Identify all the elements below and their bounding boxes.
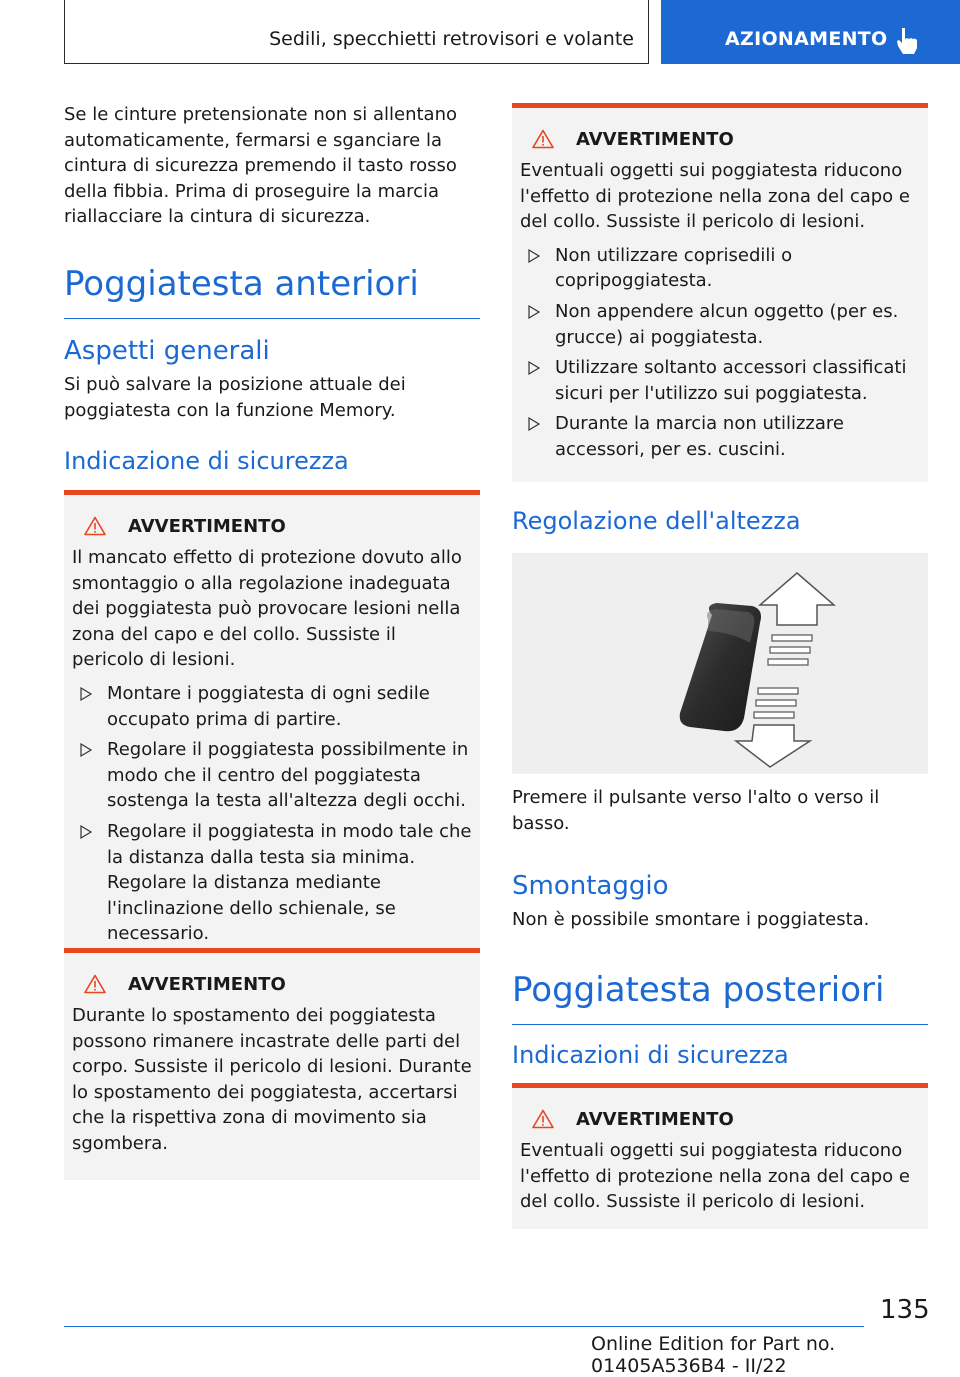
heading-rule bbox=[64, 318, 480, 319]
warning-box-2 bbox=[64, 948, 480, 1180]
triangle-bullet-icon bbox=[528, 361, 540, 375]
triangle-bullet-icon bbox=[528, 305, 540, 319]
heading-rule bbox=[512, 1024, 928, 1025]
removal-paragraph: Non è possibile smontare i poggiatesta. bbox=[512, 909, 870, 930]
section-removal bbox=[512, 871, 928, 933]
section-height-adjust bbox=[512, 506, 928, 536]
warning-box-3 bbox=[512, 103, 928, 482]
triangle-bullet-icon bbox=[80, 743, 92, 757]
section-safety bbox=[64, 446, 480, 476]
list-item: Montare i poggiatesta di ogni sedile occupato prima di partire. bbox=[72, 681, 472, 732]
warning-triangle-icon bbox=[532, 129, 554, 149]
warning-title: AVVERTIMENTO bbox=[576, 1108, 734, 1130]
warning-title-row bbox=[72, 511, 472, 541]
heading-height-adjustment: Regolazione dell'altezza bbox=[512, 507, 801, 535]
list-item: Utilizzare soltanto accessori classificati sicuri per l'utilizzo sui poggiatesta. bbox=[520, 355, 920, 406]
header-chapter-title: AZIONAMENTO bbox=[725, 28, 888, 50]
list-item: Regolare il poggiatesta in modo tale che la distanza dalla testa sia minima. Regolare la distanza mediante l'inclinazione dello schienale, se necessario. bbox=[72, 819, 472, 947]
warning-title-row bbox=[72, 969, 472, 999]
heading-rear-headrests: Poggiatesta posteriori bbox=[512, 970, 885, 1010]
warning-body: Durante lo spostamento dei poggiatesta possono rimanere incastrate delle parti del corpo. Sussiste il pericolo di lesioni. Durante lo spostamento dei poggiatesta, accertarsi che la rispettiva zona di movimento sia sgombera. bbox=[72, 1005, 472, 1154]
triangle-bullet-icon bbox=[528, 417, 540, 431]
header-section-title: Sedili, specchietti retrovisori e volante bbox=[269, 28, 634, 50]
pointing-hand-icon bbox=[894, 26, 922, 56]
list-item: Durante la marcia non utilizzare accessori, per es. cuscini. bbox=[520, 411, 920, 462]
warning-list bbox=[72, 681, 472, 947]
section-front-headrests bbox=[64, 264, 480, 319]
warning-title: AVVERTIMENTO bbox=[576, 128, 734, 150]
heading-removal: Smontaggio bbox=[512, 871, 669, 901]
page-number: 135 bbox=[880, 1295, 930, 1325]
headrest-switch-image bbox=[512, 553, 928, 774]
heading-safety-note: Indicazione di sicurezza bbox=[64, 447, 349, 475]
warning-title-row bbox=[520, 124, 920, 154]
left-column bbox=[64, 102, 480, 230]
warning-title: AVVERTIMENTO bbox=[128, 515, 286, 537]
general-paragraph: Si può salvare la posizione attuale dei poggiatesta con la funzione Memory. bbox=[64, 374, 406, 421]
section-rear-headrests bbox=[512, 970, 928, 1025]
list-item: Non appendere alcun oggetto (per es. grucce) ai poggiatesta. bbox=[520, 299, 920, 350]
headrest-button-illustration bbox=[512, 553, 928, 774]
heading-front-headrests: Poggiatesta anteriori bbox=[64, 264, 419, 304]
list-item: Regolare il poggiatesta possibilmente in modo che il centro del poggiatesta sostenga la testa all'altezza degli occhi. bbox=[72, 737, 472, 814]
warning-body: Il mancato effetto di protezione dovuto allo smontaggio o alla regolazione inadeguata dei poggiatesta può provocare lesioni nella zona del capo e del collo. Sussiste il pericolo di lesioni. bbox=[72, 547, 462, 671]
list-item: Non utilizzare coprisedili o copripoggiatesta. bbox=[520, 243, 920, 294]
warning-box-4 bbox=[512, 1083, 928, 1229]
warning-box-1 bbox=[64, 490, 480, 966]
footer-edition: Online Edition for Part no. 01405A536B4 - II/22 bbox=[591, 1333, 836, 1377]
section-general bbox=[64, 336, 480, 423]
triangle-bullet-icon bbox=[528, 249, 540, 263]
warning-title-row bbox=[520, 1104, 920, 1134]
warning-title: AVVERTIMENTO bbox=[128, 973, 286, 995]
footer-rule bbox=[64, 1326, 864, 1327]
warning-triangle-icon bbox=[84, 516, 106, 536]
heading-general-aspects: Aspetti generali bbox=[64, 336, 270, 366]
warning-list bbox=[520, 243, 920, 463]
warning-triangle-icon bbox=[84, 974, 106, 994]
section-rear-safety bbox=[512, 1040, 928, 1070]
warning-body: Eventuali oggetti sui poggiatesta riducono l'effetto di protezione nella zona del capo e del collo. Sussiste il pericolo di lesioni. bbox=[520, 1140, 910, 1213]
heading-rear-safety: Indicazioni di sicurezza bbox=[512, 1041, 789, 1069]
height-paragraph: Premere il pulsante verso l'alto o verso il basso. bbox=[512, 787, 880, 834]
height-paragraph-block bbox=[512, 785, 928, 836]
warning-body: Eventuali oggetti sui poggiatesta riducono l'effetto di protezione nella zona del capo e del collo. Sussiste il pericolo di lesioni. bbox=[520, 160, 910, 233]
triangle-bullet-icon bbox=[80, 687, 92, 701]
triangle-bullet-icon bbox=[80, 825, 92, 839]
intro-paragraph: Se le cinture pretensionate non si allentano automaticamente, fermarsi e sganciare la cintura di sicurezza premendo il tasto rosso della fibbia. Prima di proseguire la marcia riallacciare la cintura di sicurezza. bbox=[64, 104, 457, 228]
header-section-tab bbox=[64, 0, 649, 64]
warning-triangle-icon bbox=[532, 1109, 554, 1129]
